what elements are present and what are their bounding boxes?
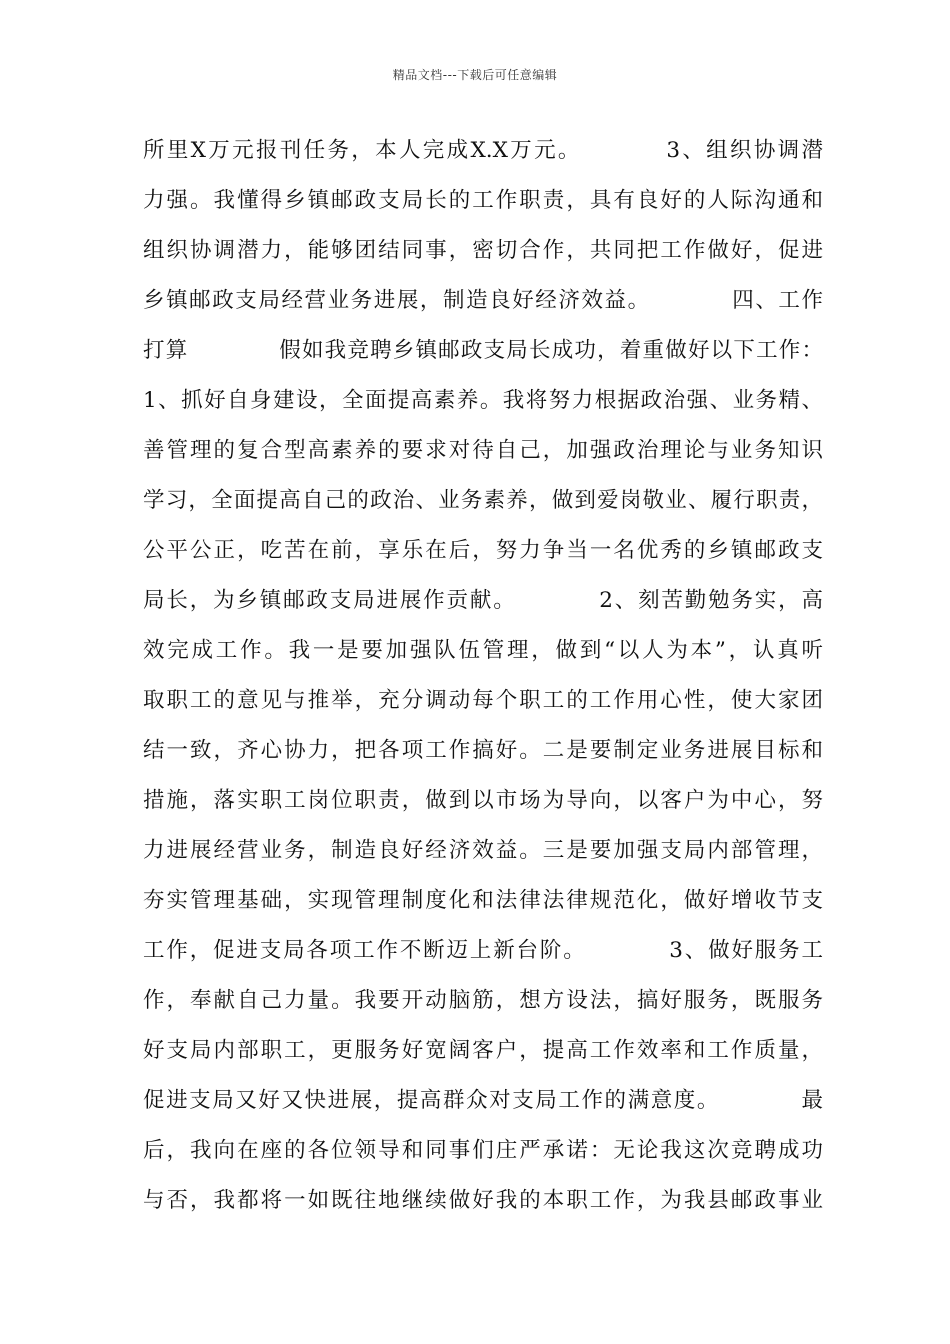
body-line: 乡镇邮政支局经营业务进展，制造良好经济效益。 四、工作: [143, 288, 823, 313]
body-line: 好支局内部职工，更服务好宽阔客户，提高工作效率和工作质量，: [143, 1038, 823, 1063]
body-line: 力强。我懂得乡镇邮政支局长的工作职责，具有良好的人际沟通和: [143, 188, 823, 213]
body-line: 结一致，齐心协力，把各项工作搞好。二是要制定业务进展目标和: [143, 738, 823, 763]
document-body: [143, 128, 823, 1228]
body-line: 组织协调潜力，能够团结同事，密切合作，共同把工作做好，促进: [143, 238, 823, 263]
body-line: 取职工的意见与推举，充分调动每个职工的工作用心性，使大家团: [143, 688, 823, 713]
body-line: 措施，落实职工岗位职责，做到以市场为导向，以客户为中心，努: [143, 788, 823, 813]
body-line: 学习，全面提高自己的政治、业务素养，做到爱岗敬业、履行职责，: [143, 488, 823, 513]
body-line: 力进展经营业务，制造良好经济效益。三是要加强支局内部管理，: [143, 838, 823, 863]
body-line: 夯实管理基础，实现管理制度化和法律法律规范化，做好增收节支: [143, 888, 823, 913]
body-line: 善管理的复合型高素养的要求对待自己，加强政治理论与业务知识: [143, 438, 823, 463]
body-line: 所里X万元报刊任务，本人完成X.X万元。 3、组织协调潜: [143, 138, 823, 163]
body-line: 1、抓好自身建设，全面提高素养。我将努力根据政治强、业务精、: [143, 388, 823, 413]
body-line: 与否，我都将一如既往地继续做好我的本职工作，为我县邮政事业: [143, 1188, 823, 1213]
body-line: 公平公正，吃苦在前，享乐在后，努力争当一名优秀的乡镇邮政支: [143, 538, 823, 563]
body-line: 打算 假如我竞聘乡镇邮政支局长成功，着重做好以下工作：: [143, 338, 823, 363]
body-line: 作，奉献自己力量。我要开动脑筋，想方设法，搞好服务，既服务: [143, 988, 823, 1013]
body-line: 促进支局又好又快进展，提高群众对支局工作的满意度。 最: [143, 1088, 823, 1113]
body-line: 工作，促进支局各项工作不断迈上新台阶。 3、做好服务工: [143, 938, 823, 963]
page-header: 精品文档---下载后可任意编辑: [392, 68, 558, 82]
body-line: 局长，为乡镇邮政支局进展作贡献。 2、刻苦勤勉务实，高: [143, 588, 823, 613]
body-line: 效完成工作。我一是要加强队伍管理，做到“以人为本”，认真听: [143, 638, 823, 663]
body-line: 后，我向在座的各位领导和同事们庄严承诺：无论我这次竞聘成功: [143, 1138, 823, 1163]
